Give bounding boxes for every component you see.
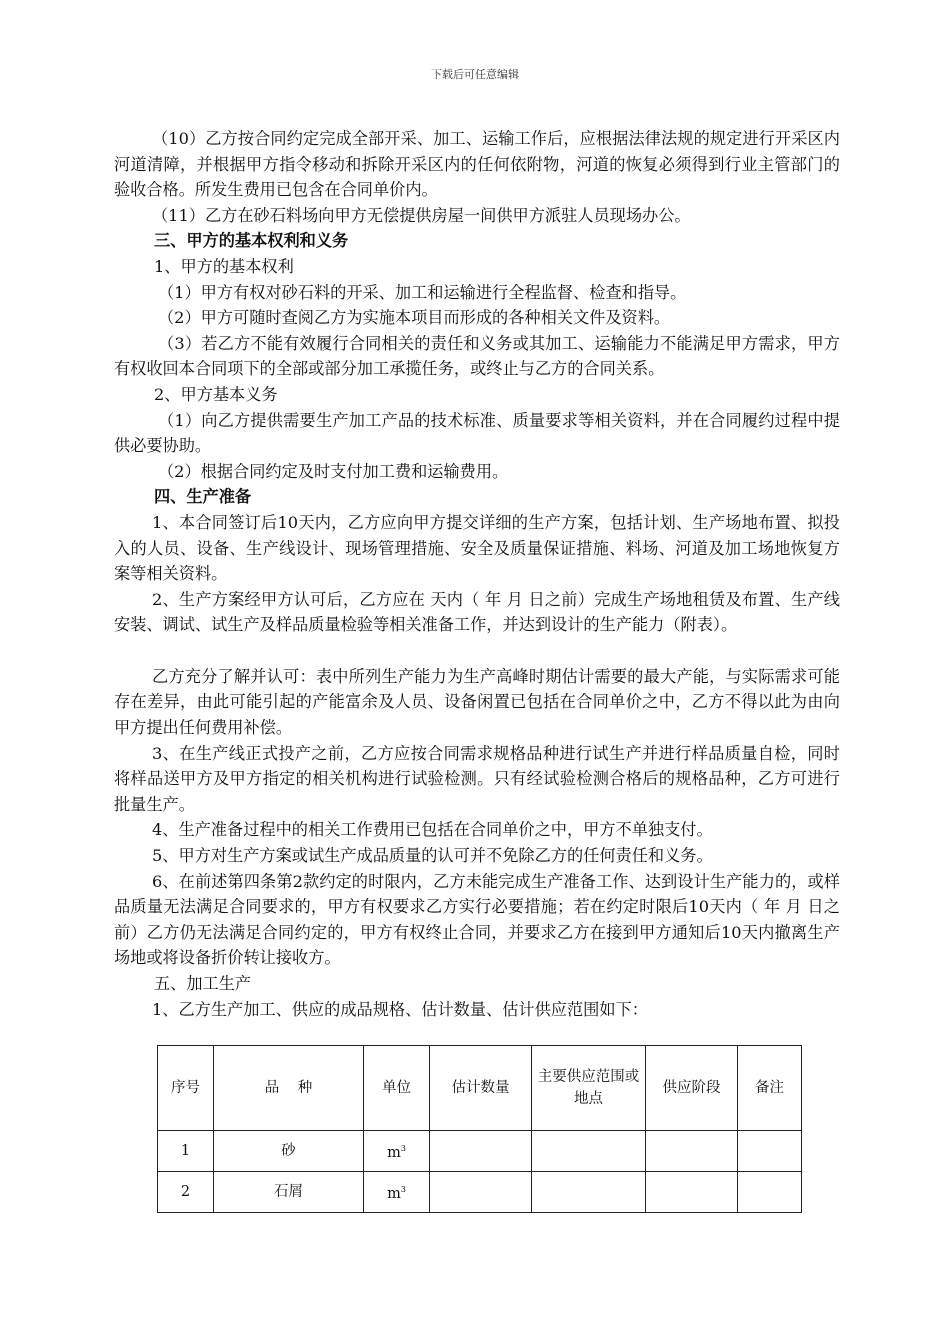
cell-remark <box>738 1131 802 1172</box>
unit-text: m <box>387 1185 401 1202</box>
cell-variety: 砂 <box>214 1131 364 1172</box>
header-cell-stage: 供应阶段 <box>646 1046 738 1131</box>
section-3-1-item-2: （2）甲方可随时查阅乙方为实施本项目而形成的各种相关文件及资料。 <box>158 308 671 328</box>
paragraph-gap <box>114 638 840 664</box>
unit-superscript: 3 <box>400 1144 406 1154</box>
header-cell-remark: 备注 <box>738 1046 802 1131</box>
section-3-heading: 三、甲方的基本权利和义务 <box>154 231 349 251</box>
header-cell-quantity: 估计数量 <box>430 1046 532 1131</box>
header-cell-unit: 单位 <box>364 1046 430 1131</box>
table-row <box>158 1131 802 1172</box>
page-header-note: 下载后可任意编辑 <box>431 68 519 81</box>
section-4-heading: 四、生产准备 <box>154 487 252 507</box>
cell-scope <box>532 1172 646 1213</box>
section-4-note: 乙方充分了解并认可：表中所列生产能力为生产高峰时期估计需要的最大产能，与实际需求可能存在差异，由此可能引起的产能富余及人员、设备闲置已包括在合同单价之中，乙方不得以此为由向甲方提出任何费用补偿。 <box>114 666 840 738</box>
section-4-item-2: 2、生产方案经甲方认可后，乙方应在 天内（ 年 月 日之前）完成生产场地租赁及布置、生产线安装、调试、试生产及样品质量检验等相关准备工作，并达到设计的生产能力（附表）。 <box>114 589 840 635</box>
section-3-2-item-1: （1）向乙方提供需要生产加工产品的技术标准、质量要求等相关资料，并在合同履约过程中提供必要协助。 <box>114 410 840 456</box>
table-header-row <box>158 1046 802 1131</box>
header-cell-no: 序号 <box>158 1046 214 1131</box>
section-5-item-1: 1、乙方生产加工、供应的成品规格、估计数量、估计供应范围如下： <box>152 999 648 1019</box>
cell-variety: 石屑 <box>214 1172 364 1213</box>
header-cell-scope: 主要供应范围或地点 <box>532 1046 646 1131</box>
section-4-item-3: 3、在生产线正式投产之前，乙方应按合同需求规格品种进行试生产并进行样品质量自检，同时将样品送甲方及甲方指定的相关机构进行试验检测。只有经试验检测合格后的规格品种，乙方可进行批量生产。 <box>114 743 840 814</box>
section-3-1-item-3: （3）若乙方不能有效履行合同相关的责任和义务或其加工、运输能力不能满足甲方需求，甲方有权收回本合同项下的全部或部分加工承揽任务，或终止与乙方的合同关系。 <box>114 333 840 379</box>
table-row <box>158 1172 802 1213</box>
unit-text: m <box>387 1144 401 1161</box>
cell-stage <box>646 1131 738 1172</box>
cell-remark <box>738 1172 802 1213</box>
section-4-item-5: 5、甲方对生产方案或试生产成品质量的认可并不免除乙方的任何责任和义务。 <box>152 846 713 866</box>
cell-quantity <box>430 1131 532 1172</box>
cell-no: 2 <box>158 1172 214 1213</box>
header-cell-variety: 品 种 <box>214 1046 364 1131</box>
paragraph-10: （10）乙方按合同约定完成全部开采、加工、运输工作后，应根据法律法规的规定进行开采区内河道清障，并根据甲方指令移动和拆除开采区内的任何依附物，河道的恢复必须得到行业主管部门的验收合格。所发生费用已包含在合同单价内。 <box>114 129 840 200</box>
section-4-item-1: 1、本合同签订后10天内，乙方应向甲方提交详细的生产方案，包括计划、生产场地布置、拟投入的人员、设备、生产线设计、现场管理措施、安全及质量保证措施、料场、河道及加工场地恢复方案等相关资料。 <box>114 512 840 584</box>
cell-stage <box>646 1172 738 1213</box>
document-body <box>114 126 840 1022</box>
section-5-heading: 五、加工生产 <box>154 974 252 993</box>
paragraph-11: （11）乙方在砂石料场向甲方无偿提供房屋一间供甲方派驻人员现场办公。 <box>152 205 691 225</box>
product-spec-table <box>157 1045 802 1213</box>
section-3-1-item-1: （1）甲方有权对砂石料的开采、加工和运输进行全程监督、检查和指导。 <box>158 282 687 302</box>
section-3-2-heading: 2、甲方基本义务 <box>154 384 278 404</box>
section-4-item-4: 4、生产准备过程中的相关工作费用已包括在合同单价之中，甲方不单独支付。 <box>152 820 713 840</box>
cell-no: 1 <box>158 1131 214 1172</box>
cell-unit <box>364 1131 430 1172</box>
cell-quantity <box>430 1172 532 1213</box>
section-3-2-item-2: （2）根据合同约定及时支付加工费和运输费用。 <box>158 461 509 481</box>
cell-unit <box>364 1172 430 1213</box>
section-3-1-heading: 1、甲方的基本权利 <box>154 256 294 276</box>
unit-superscript: 3 <box>400 1185 406 1195</box>
cell-scope <box>532 1131 646 1172</box>
section-4-item-6: 6、在前述第四条第2款约定的时限内，乙方未能完成生产准备工作、达到设计生产能力的，或样品质量无法满足合同要求的，甲方有权要求乙方实行必要措施；若在约定时限后10天内（ 年 月 日之前）乙方仍无法满足合同约定的，甲方有权终止合同，并要求乙方在接到甲方通知后10天内撤离生产场地或将设备折价转让接收方。 <box>114 871 840 968</box>
